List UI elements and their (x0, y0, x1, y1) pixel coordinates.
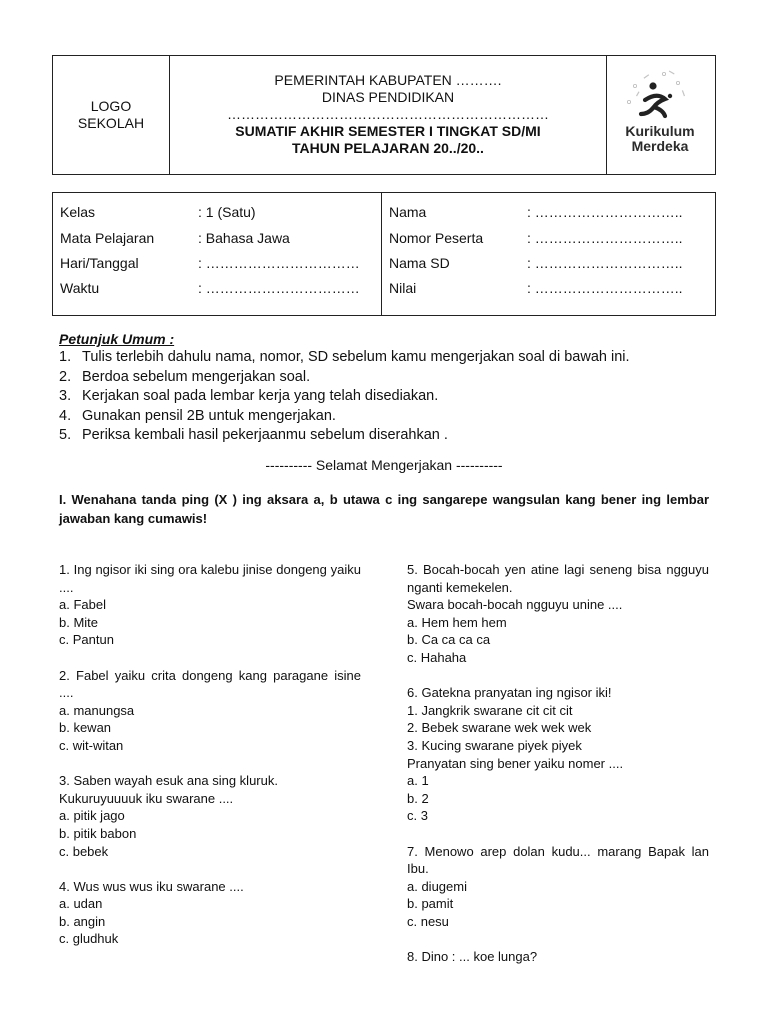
option: b. kewan (59, 720, 112, 736)
identity-label: Nama SD (389, 255, 450, 271)
petunjuk-text: Tulis terlebih dahulu nama, nomor, SD sebelum kamu mengerjakan soal di bawah ini. (82, 349, 630, 365)
kurikulum-merdeka-logo (607, 56, 715, 174)
question-5 (407, 561, 709, 667)
identity-label: Kelas (60, 204, 96, 220)
question-1 (59, 561, 361, 649)
option: c. wit-witan (59, 737, 124, 753)
exam-title: SUMATIF AKHIR SEMESTER I TINGKAT SD/MI (235, 123, 541, 139)
option: c. 3 (407, 808, 428, 824)
header-agency: DINAS PENDIDIKAN (321, 89, 455, 105)
option: a. pitik jago (59, 808, 125, 824)
option: b. pamit (407, 896, 454, 912)
option: a. udan (59, 896, 103, 912)
question-text: 5. Bocah-bocah yen atine lagi seneng bisa ngguyu nganti kemekelen. (407, 562, 709, 595)
selamat-mengerjakan: ---------- Selamat Mengerjakan ---------- (265, 457, 503, 473)
option: b. 2 (407, 790, 429, 806)
identity-value: : ………………………….. (527, 204, 683, 220)
identity-value: : ………………………….. (527, 280, 683, 296)
question-text: Kukuruyuuuuk iku swarane .... (59, 790, 234, 806)
petunjuk-num: 1. (59, 349, 72, 365)
option: c. Pantun (59, 632, 114, 648)
petunjuk-num: 4. (59, 407, 72, 424)
question-7 (407, 843, 709, 931)
option: a. manungsa (59, 702, 135, 718)
option: a. Fabel (59, 597, 106, 613)
question-text: 7. Menowo arep dolan kudu... marang Bapak lan Ibu. (407, 843, 709, 877)
identity-value: : 1 (Satu) (198, 204, 256, 220)
question-text: 4. Wus wus wus iku swarane .... (59, 878, 244, 894)
identity-label: Nilai (389, 280, 417, 296)
option: b. Mite (59, 614, 99, 630)
identity-label: Nama (389, 204, 427, 220)
option: c. gludhuk (59, 931, 119, 947)
option: b. angin (59, 913, 106, 929)
option: c. nesu (407, 913, 449, 929)
question-text: 2. Bebek swarane wek wek wek (407, 720, 592, 736)
question-text: 8. Dino : ... koe lunga? (407, 949, 538, 965)
header-agency-dots: …………………………………………………………… (227, 106, 549, 122)
question-text: 3. Kucing swarane piyek piyek (407, 737, 582, 753)
petunjuk-text: Periksa kembali hasil pekerjaanmu sebelum diserahkan . (82, 427, 448, 443)
petunjuk-text: Gunakan pensil 2B untuk mengerjakan. (82, 407, 336, 424)
identity-label: Mata Pelajaran (60, 230, 155, 246)
question-6 (407, 684, 709, 825)
question-text: 1. Jangkrik swarane cit cit cit (407, 702, 573, 718)
header-table (52, 55, 716, 175)
petunjuk-title: Petunjuk Umum : (59, 331, 175, 347)
petunjuk-text: Berdoa sebelum mengerjakan soal. (82, 368, 311, 385)
question-4 (59, 878, 361, 948)
identity-label: Waktu (60, 280, 100, 296)
identity-value: : ………………………….. (527, 230, 683, 246)
identity-table (52, 192, 716, 316)
question-text: Swara bocah-bocah ngguyu unine .... (407, 597, 623, 613)
kurikulum-merdeka-icon (607, 56, 713, 174)
header-government: PEMERINTAH KABUPATEN ………. (274, 72, 502, 88)
question-8 (407, 948, 709, 966)
school-year: TAHUN PELAJARAN 20../20.. (292, 140, 484, 156)
option: c. bebek (59, 843, 109, 859)
petunjuk-num: 2. (59, 368, 72, 385)
option: a. diugemi (407, 878, 467, 894)
option: c. Hahaha (407, 649, 467, 665)
option: b. Ca ca ca ca (407, 632, 491, 648)
identity-value: : Bahasa Jawa (198, 230, 290, 246)
petunjuk-text: Kerjakan soal pada lembar kerja yang telah disediakan. (82, 388, 439, 404)
header-title-block (170, 56, 607, 174)
identity-value: : …………………………… (198, 280, 360, 296)
petunjuk-num: 3. (59, 388, 72, 404)
identity-value: : ………………………….. (527, 255, 683, 271)
logo-line1: LOGO (90, 98, 132, 114)
questions-right-column (407, 561, 709, 983)
brand-line1: Kurikulum (625, 123, 695, 139)
option: a. 1 (407, 773, 429, 789)
identity-right-column (382, 193, 715, 315)
section-instruction: I. Wenahana tanda ping (X ) ing aksara a, b utawa c ing sangarepe wangsulan kang bener ing lembar jawaban kang cumawis! (59, 492, 709, 526)
question-3 (59, 772, 361, 860)
question-text: Pranyatan sing bener yaiku nomer .... (407, 755, 624, 771)
question-text: 2. Fabel yaiku crita dongeng kang paragane isine .... (59, 667, 361, 701)
question-text: 1. Ing ngisor iki sing ora kalebu jinise dongeng yaiku .... (59, 562, 361, 595)
identity-label: Hari/Tanggal (60, 255, 139, 271)
questions-left-column (59, 561, 361, 966)
question-2 (59, 667, 361, 755)
identity-value: : …………………………… (198, 255, 360, 271)
option: a. Hem hem hem (407, 614, 507, 630)
logo-line2: SEKOLAH (77, 115, 145, 131)
brand-line2: Merdeka (631, 138, 689, 154)
identity-label: Nomor Peserta (389, 230, 484, 246)
question-text: 3. Saben wayah esuk ana sing kluruk. (59, 773, 278, 789)
option: b. pitik babon (59, 825, 137, 841)
petunjuk-num: 5. (59, 427, 72, 443)
identity-left-column (53, 193, 382, 315)
school-logo-placeholder (53, 56, 170, 174)
question-text: 6. Gatekna pranyatan ing ngisor iki! (407, 685, 612, 701)
